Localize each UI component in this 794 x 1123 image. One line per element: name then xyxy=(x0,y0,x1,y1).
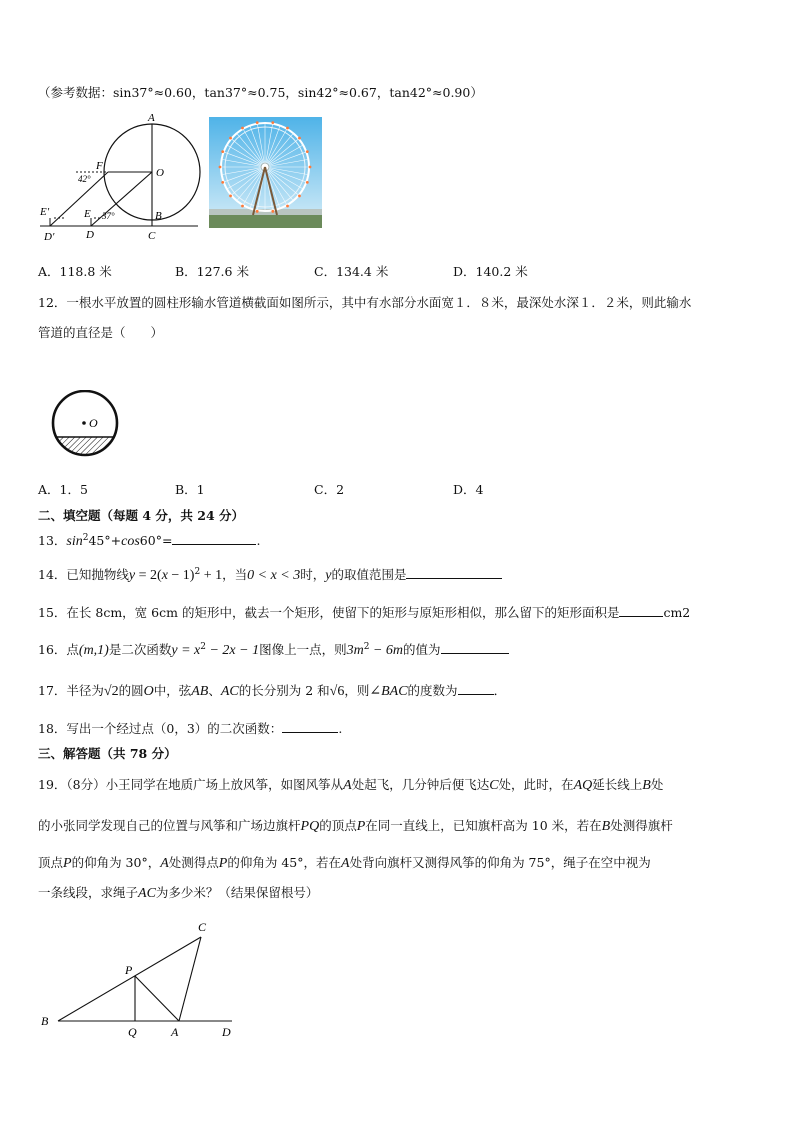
q19-p3: P xyxy=(218,856,228,871)
q12-option-b[interactable]: B．1 xyxy=(175,482,205,497)
q17-answer-blank[interactable] xyxy=(458,682,494,695)
q19-c1: C xyxy=(489,778,499,793)
label-p: P xyxy=(125,963,133,977)
q12-option-c[interactable]: C．2 xyxy=(314,482,345,497)
section-answer-heading: 三、解答题（共 78 分） xyxy=(38,746,177,761)
q19-l2c: 在同一直线上，已知旗杆高为 10 米，若在 xyxy=(365,818,602,833)
wheel-cabin xyxy=(306,150,309,153)
q19-a1: A xyxy=(343,778,352,793)
wheel-cabin xyxy=(286,127,289,130)
q19-b1: B xyxy=(642,778,651,793)
q14-m1: − 1) xyxy=(167,568,195,583)
q19-l1b: 处起飞，几分钟后便飞达 xyxy=(351,777,490,792)
q16-ex: 3m xyxy=(346,643,364,658)
q19-l4b: 为多少米？（结果保留根号） xyxy=(155,885,319,900)
label-f: F xyxy=(96,160,103,172)
center-point xyxy=(82,421,86,425)
q18-answer-blank[interactable] xyxy=(282,720,338,733)
label-center-o: O xyxy=(89,416,98,430)
q18-end: . xyxy=(338,721,343,736)
q17-o: O xyxy=(143,684,154,699)
reference-data: （参考数据：sin37°≈0.60，tan37°≈0.75，sin42°≈0.67，tan42°≈0.90） xyxy=(38,85,483,100)
wheel-cabin xyxy=(219,166,222,169)
label-c: C xyxy=(198,920,207,934)
q15-unit: cm2 xyxy=(663,605,691,620)
line-d-o xyxy=(91,172,152,226)
q17-r: √2 xyxy=(103,684,119,699)
q13-end: . xyxy=(256,533,261,548)
q15 xyxy=(38,603,690,621)
q19-line2 xyxy=(38,816,673,835)
rope-ac xyxy=(179,937,201,1021)
label-o: O xyxy=(156,167,164,179)
q19-l3c: 处测得点 xyxy=(168,855,219,870)
q19-line3 xyxy=(38,853,651,872)
wheel-cabin xyxy=(221,181,224,184)
q19-ac: AC xyxy=(138,886,156,901)
q14-ineq: 0 < x < 3 xyxy=(247,568,301,583)
line-pa xyxy=(135,976,179,1021)
q19-l4a: 一条线段，求绳子 xyxy=(38,885,139,900)
label-a: A xyxy=(171,1025,179,1039)
q12-option-d[interactable]: D．4 xyxy=(453,482,484,497)
q13-rest: 45°+ xyxy=(88,533,122,548)
q19-p2: P xyxy=(63,856,72,871)
label-q: Q xyxy=(128,1025,137,1039)
q13-cos: cos xyxy=(121,534,140,549)
q19-l1e: 处 xyxy=(650,777,664,792)
q19-l2d: 处测得旗杆 xyxy=(610,818,673,833)
q16-ex2: − 6m xyxy=(369,643,404,658)
q16-post: 的值为 xyxy=(403,642,441,657)
q14-pre: 14．已知抛物线 xyxy=(38,567,129,582)
q13 xyxy=(38,531,260,550)
q16-pt: (m,1) xyxy=(78,643,109,658)
line-bc xyxy=(58,937,201,1021)
q14-post: 的取值范围是 xyxy=(331,567,407,582)
q15-answer-blank[interactable] xyxy=(619,604,663,617)
q14-mid2: 时， xyxy=(300,567,326,582)
q17-mid2: 中，弦 xyxy=(153,683,192,698)
label-a: A xyxy=(148,112,155,124)
q17-mid1: 的圆 xyxy=(118,683,144,698)
q19-l3e: 处背向旗杆又测得风筝的仰角为 75°，绳子在空中视为 xyxy=(349,855,651,870)
label-e: E xyxy=(84,208,91,220)
q13-sin: sin xyxy=(66,534,83,549)
wheel-cabin xyxy=(306,181,309,184)
label-d-prime: D′ xyxy=(44,231,55,243)
q14-x: x xyxy=(161,568,168,583)
label-d: D xyxy=(86,229,94,241)
q17-ac: AC xyxy=(220,684,239,699)
q18-text: 18．写出一个经过点（0，3）的二次函数： xyxy=(38,721,283,736)
wheel-cabin xyxy=(271,210,274,213)
q19-b2: B xyxy=(601,819,611,834)
label-c: C xyxy=(148,230,156,242)
q17-ab: AB xyxy=(191,684,209,699)
q12-text-line2: 管道的直径是（ ） xyxy=(38,325,164,340)
q16-fn2: − 2x − 1 xyxy=(205,643,260,658)
wheel-cabin xyxy=(309,166,312,169)
q16-mid: 是二次函数 xyxy=(108,642,172,657)
q17-end: ． xyxy=(493,683,507,698)
q19-aq: AQ xyxy=(573,778,593,793)
wheel-cabin xyxy=(229,195,232,198)
wheel-cabin xyxy=(298,195,301,198)
q19-l3d: 的仰角为 45°，若在 xyxy=(227,855,341,870)
q14 xyxy=(38,565,502,584)
wheel-cabin xyxy=(271,121,274,124)
q17-mid3: 、 xyxy=(208,683,221,698)
wheel-cabin xyxy=(241,127,244,130)
q11-option-d[interactable]: D．140.2 米 xyxy=(453,264,528,279)
q17-mid4: 的长分别为 2 和 xyxy=(238,683,330,698)
q17 xyxy=(38,681,506,700)
q14-answer-blank[interactable] xyxy=(406,566,502,579)
label-b: B xyxy=(155,210,162,222)
q19-l2b: 的顶点 xyxy=(319,818,357,833)
q14-eq: = 2( xyxy=(135,568,162,583)
q13-answer-blank[interactable] xyxy=(172,532,256,545)
pipe-cross-section-figure xyxy=(48,390,124,458)
q11-option-c[interactable]: C．134.4 米 xyxy=(314,264,389,279)
circle-geometry-figure xyxy=(36,108,206,243)
q14-y2: y xyxy=(325,568,332,583)
wheel-cabin xyxy=(256,121,259,124)
q18 xyxy=(38,719,342,737)
q19-pq: PQ xyxy=(300,819,320,834)
q19-a2: A xyxy=(160,856,169,871)
section-fill-in-heading: 二、填空题（每题 4 分，共 24 分） xyxy=(38,508,245,523)
q14-sq: 2 xyxy=(194,566,201,577)
q17-pre: 17．半径为 xyxy=(38,683,104,698)
q19-a3: A xyxy=(341,856,350,871)
q19-l3b: 的仰角为 30°， xyxy=(71,855,161,870)
ferris-wheel-photo xyxy=(209,117,322,228)
q19-l1c: 处，此时，在 xyxy=(498,777,574,792)
q16-sq: 2 xyxy=(200,641,206,652)
q16 xyxy=(38,640,509,659)
q19-l2a: 的小张同学发现自己的位置与风筝和广场边旗杆 xyxy=(38,818,301,833)
angle-37: 37° xyxy=(102,211,115,221)
q13-sup: 2 xyxy=(82,532,89,543)
q13-num: 13． xyxy=(38,533,67,548)
q16-pre: 16．点 xyxy=(38,642,79,657)
q16-mid2: 图像上一点，则 xyxy=(259,642,347,657)
q14-mid: ，当 xyxy=(222,567,248,582)
q17-s6: √6 xyxy=(329,684,345,699)
q17-mid5: ，则 xyxy=(344,683,370,698)
kite-geometry-figure xyxy=(36,912,246,1042)
q19-l1d: 延长线上 xyxy=(592,777,643,792)
angle-42: 42° xyxy=(78,174,91,184)
q12-option-a[interactable]: A．1．5 xyxy=(38,482,88,497)
label-b: B xyxy=(41,1014,49,1028)
wheel-cabin xyxy=(256,210,259,213)
wheel-cabin xyxy=(241,205,244,208)
q17-post: 的度数为 xyxy=(407,683,458,698)
wheel-cabin xyxy=(286,205,289,208)
q15-text: 15．在长 8cm，宽 6cm 的矩形中，截去一个矩形，使留下的矩形与原矩形相似，那么留下的矩形面积是 xyxy=(38,605,620,620)
q12-text-line1: 12．一根水平放置的圆柱形输水管道横截面如图所示，其中有水部分水面宽１．８米，最深处水深１．２米，则此输水 xyxy=(38,295,692,310)
q19-l1a: 19．（8分）小王同学在地质广场上放风筝，如图风筝从 xyxy=(38,777,344,792)
q19-p1: P xyxy=(356,819,366,834)
wheel-cabin xyxy=(298,137,301,140)
q19-line1 xyxy=(38,775,663,794)
q16-answer-blank[interactable] xyxy=(441,641,509,654)
q16-fn: y = x xyxy=(171,643,201,658)
q14-p1: + 1 xyxy=(200,568,223,583)
wheel-cabin xyxy=(229,137,232,140)
q11-option-b[interactable]: B．127.6 米 xyxy=(175,264,249,279)
q17-bac: ∠BAC xyxy=(369,684,408,699)
q16-sq2: 2 xyxy=(363,641,370,652)
label-d: D xyxy=(222,1025,231,1039)
wheel-cabin xyxy=(221,150,224,153)
label-e-prime: E′ xyxy=(40,206,50,218)
q19-line4 xyxy=(38,883,318,902)
q14-y: y xyxy=(128,568,136,583)
q13-tail: 60°= xyxy=(139,533,173,548)
q19-l3a: 顶点 xyxy=(38,855,64,870)
q11-option-a[interactable]: A．118.8 米 xyxy=(38,264,112,279)
